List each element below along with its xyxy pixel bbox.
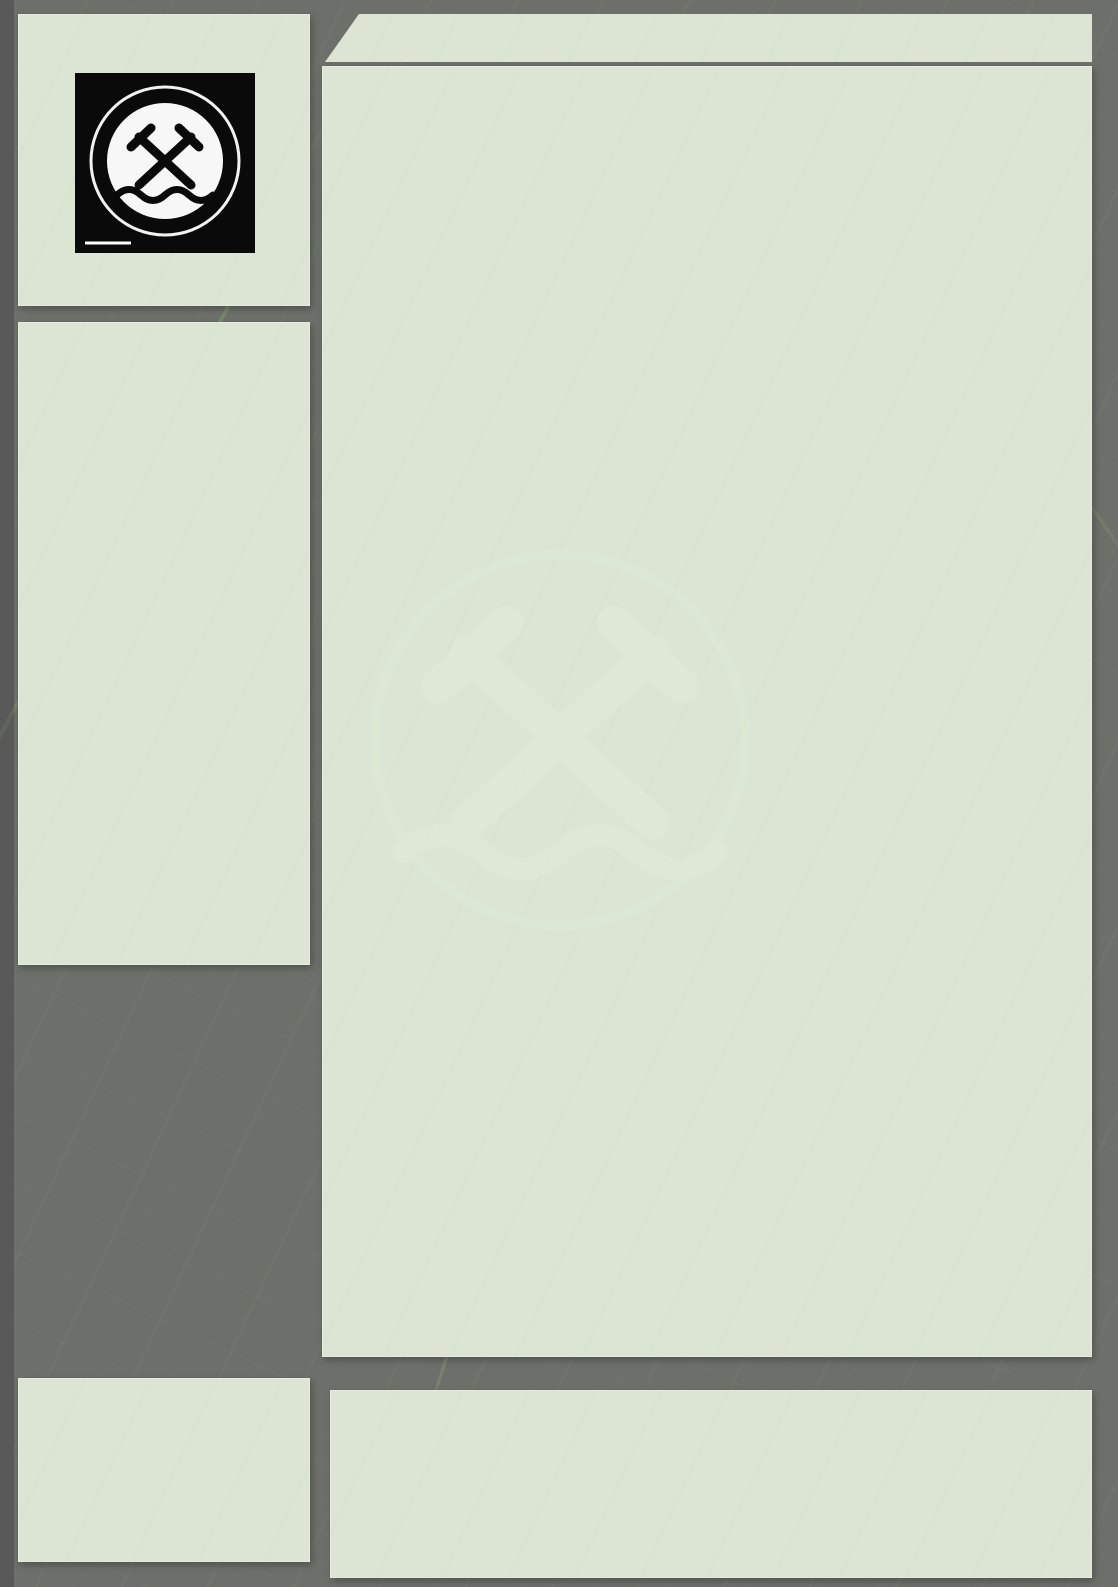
game-info-panel: [18, 322, 310, 965]
venue-address: [18, 1378, 310, 1562]
page-left-edge: [0, 0, 14, 1587]
score-chart-panel: [330, 1390, 1092, 1578]
player-name: [18, 14, 310, 26]
scoreboard-panel: [322, 66, 1092, 1357]
score-progress-chart: [330, 1390, 1092, 1578]
player-panel: [18, 14, 310, 306]
score-header-bar: [325, 14, 1092, 62]
club-logo: [75, 73, 255, 253]
